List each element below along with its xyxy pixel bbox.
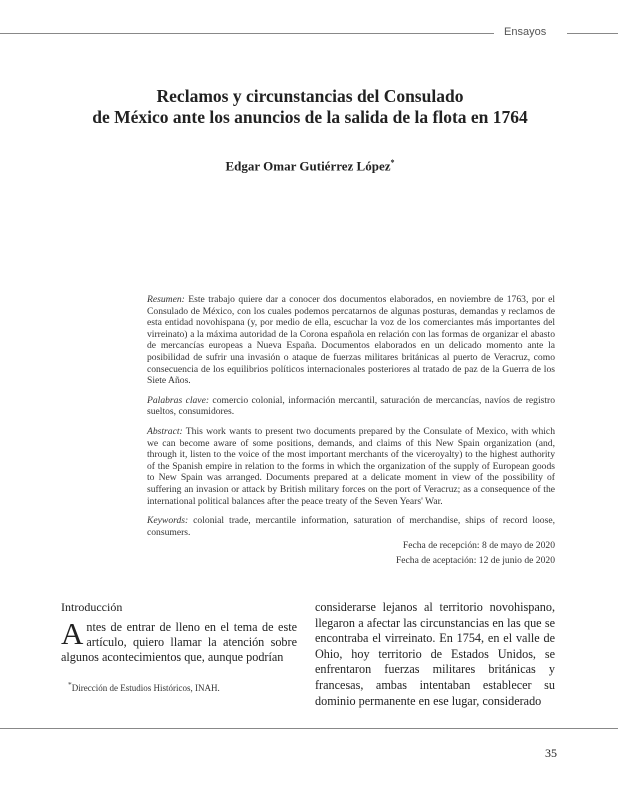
footnote-text: Dirección de Estudios Históricos, (71, 683, 195, 693)
footnote-mark: * (68, 680, 72, 689)
date-accepted: Fecha de aceptación: 12 de junio de 2020 (395, 555, 555, 566)
title-line-2: de México ante los anuncios de la salida de la flota en 1764 (92, 107, 528, 127)
abstract-es (147, 294, 555, 387)
abstract-block (147, 294, 555, 538)
body-column-right: considerarse lejanos al territorio novohispano, llegaron a afectar las circunstancias en las que se encontraba el virreinato. En 1754, en el valle de Ohio, hoy territorio de Estados Unidos, se enfrentaron fuerzas militares británicas y francesas, ambas intentaban establecer su dominio permanente en ese lugar, considerado (315, 600, 555, 708)
submission-dates (300, 538, 555, 568)
running-header-section: Ensayos (504, 26, 547, 38)
article-title (40, 86, 580, 128)
footnote (68, 680, 220, 693)
abstract-es-text: Este trabajo quiere dar a conocer dos documentos elaborados, en noviembre de 1763, por el Consulado de México, con los cuales podemos percatarnos de algunas posturas, demandas y reclamos de esta entidad novohispana (y, por medio de ella, escuchar la voz de los comerciantes más importantes del virreinato) a la máxima autoridad de la Corona española en relación con las formas de organizar el abasto de mercancías europeas a Nueva España. Documentos elaborados en un delicado momento ante la posibilidad de sufrir una invasión o ataque de fuerzas militares británicas al puerto de Veracruz, como consecuencia de los equilibrios políticos internacionales posteriores al tratado de paz de la Guerra de los Siete Años. (147, 294, 555, 387)
abstract-en-label: Abstract: (147, 425, 183, 437)
footnote-org: INAH. (194, 683, 220, 693)
abstract-en-text: This work wants to present two documents prepared by the Consulate of Mexico, with which we can become aware of some positions, demands, and claims of this New Spain organization (and, through it, listen to the voice of the most important merchants of the viceroyalty) to the highest authority of the Spanish empire in relation to the forms in which the organization of the supply of European goods to New Spain was arranged. Documents prepared at a delicate moment in view of the possibility of suffering an invasion or attack by British military forces on the port of Veracruz; as a consequence of the international political balances after the peace treaty of the Seven Years' War. (147, 425, 555, 507)
keywords-en-text: colonial trade, mercantile information, saturation of merchandise, ships of record loose, consumers. (147, 515, 555, 538)
section-heading-intro: Introducción (61, 600, 123, 614)
author-name (40, 158, 580, 174)
keywords-es-text: comercio colonial, información mercantil, saturación de mercancías, navíos de registro sueltos, consumidores. (147, 394, 556, 418)
footer-rule (0, 728, 618, 729)
keywords-en-label: Keywords: (147, 515, 189, 527)
title-line-1: Reclamos y circunstancias del Consulado (156, 86, 464, 106)
keywords-en (147, 515, 555, 538)
author-text: Edgar Omar Gutiérrez López (225, 158, 391, 174)
date-received: Fecha de recepción: 8 de mayo de 2020 (402, 540, 555, 551)
body-left-text: ntes de entrar de lleno en el tema de este artículo, quiero llamar la atención sobre algunos acontecimientos que, aunque podrían (61, 620, 297, 665)
author-footnote-mark: * (390, 158, 395, 167)
abstract-es-label: Resumen: (147, 294, 185, 305)
header-rule-right (567, 33, 618, 34)
header-rule-left (0, 33, 494, 34)
keywords-es (147, 395, 555, 418)
keywords-es-label: Palabras clave: (147, 394, 210, 406)
page-number: 35 (545, 746, 557, 760)
drop-cap: A (61, 616, 84, 651)
abstract-en (147, 426, 555, 507)
body-column-left (61, 616, 297, 666)
